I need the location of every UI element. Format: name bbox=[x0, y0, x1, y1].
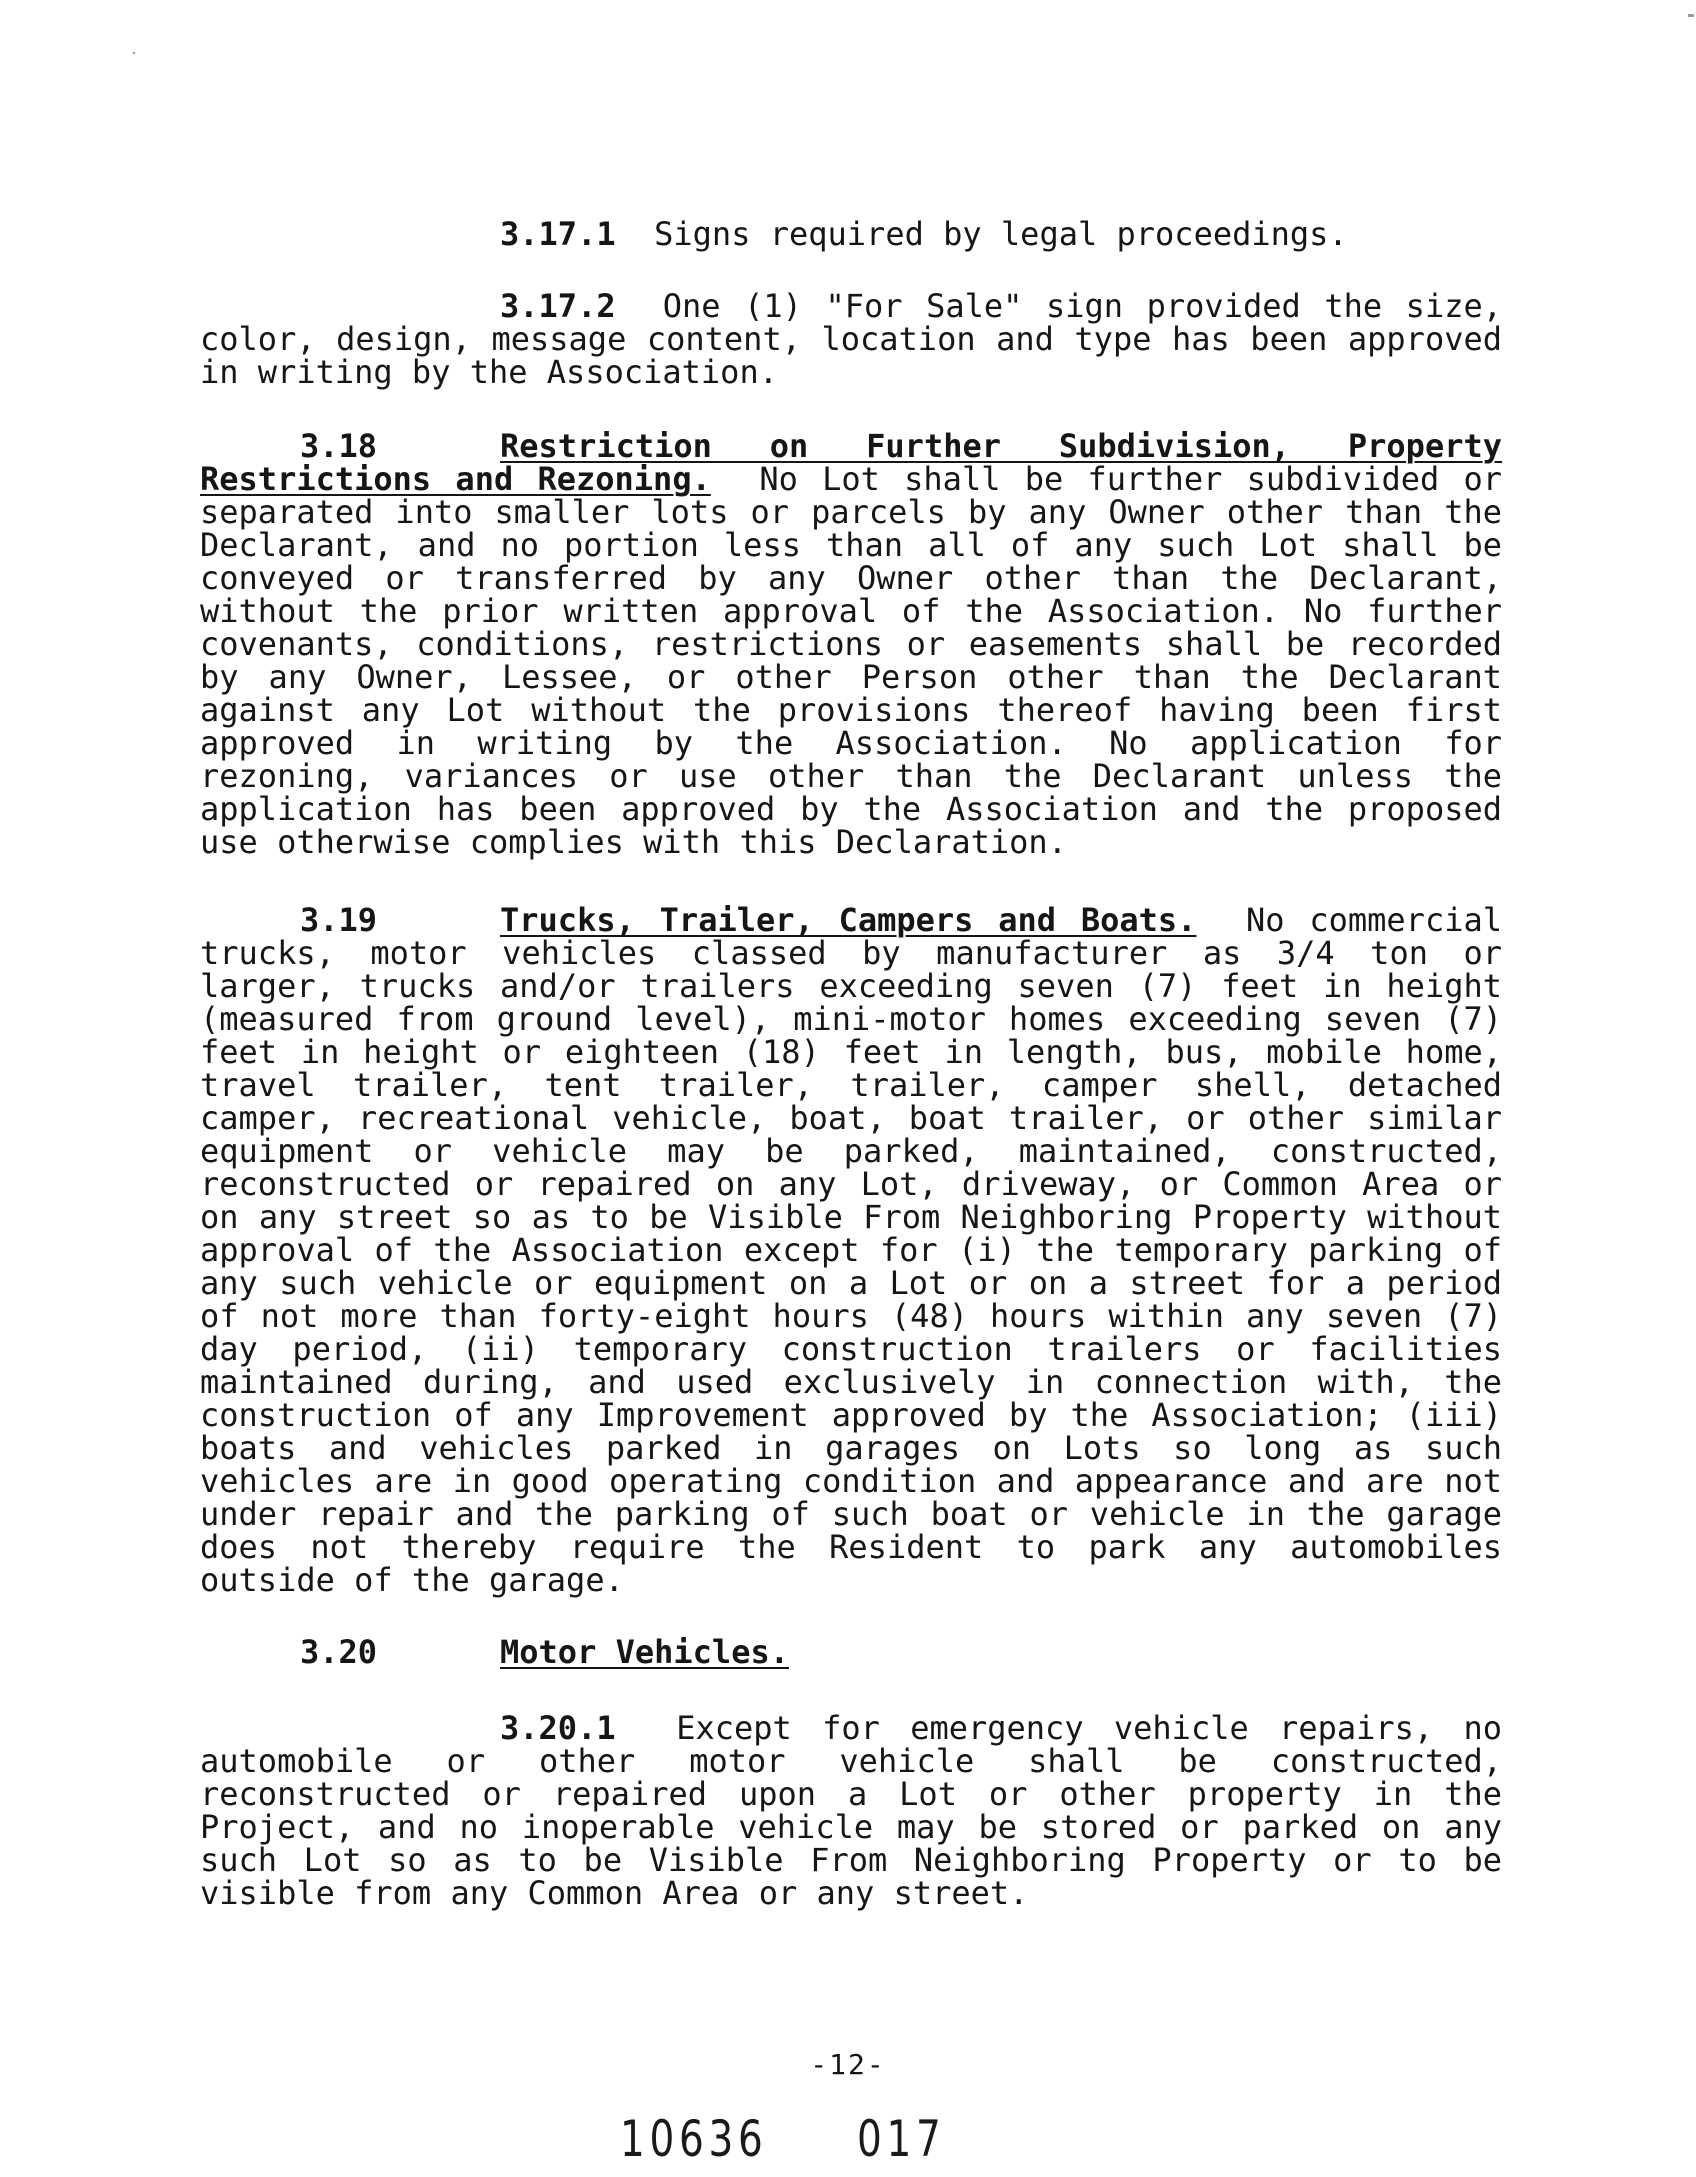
section-number: 3.20.1 bbox=[500, 1709, 616, 1747]
section-text: Except for emergency vehicle repairs, no automobile or other motor vehicle shall be constructed, reconstructed or repaired upon a Lot or other property in the Project, and no inoperable vehicle may be stored or parked on any such Lot so as to be Visible From Neighboring Property or to be visible from any Common Area or any street. bbox=[200, 1709, 1503, 1912]
section-text: One (1) "For Sale" sign provided the size, color, design, message content, location and type has been approved in writing by the Association. bbox=[200, 287, 1503, 391]
section-3-18 bbox=[200, 427, 1503, 861]
section-3-17-1 bbox=[200, 215, 1502, 253]
section-heading: Restriction on Further Subdivision, Property Restrictions and Rezoning. bbox=[200, 427, 1502, 498]
scan-speck bbox=[133, 52, 135, 54]
section-3-19 bbox=[200, 901, 1502, 1599]
recording-stamp-page: 017 bbox=[857, 2110, 946, 2168]
section-number: 3.19 bbox=[300, 901, 378, 939]
scan-speck bbox=[1688, 14, 1694, 17]
section-3-20-1 bbox=[200, 1709, 1503, 1912]
section-number: 3.18 bbox=[300, 427, 378, 465]
section-heading: Trucks, Trailer, Campers and Boats. bbox=[500, 901, 1197, 939]
section-text: Signs required by legal proceedings. bbox=[654, 215, 1348, 253]
section-number: 3.17.2 bbox=[500, 287, 616, 325]
section-text: No Lot shall be further subdivided or separated into smaller lots or parcels by any Owner other than the Declarant, and no portion less than all of any such Lot shall be conveyed or transferred by any Owner other than the Declarant, without the prior written approval of the Association. No further covenants, conditions, restrictions or easements shall be recorded by any Owner, Lessee, or other Person other than the Declarant against any Lot without the provisions thereof having been first approved in writing by the Association. No application for rezoning, variances or use other than the Declarant unless the application has been approved by the Association and the proposed use otherwise complies with this Declaration. bbox=[200, 460, 1503, 861]
section-heading: Motor Vehicles. bbox=[500, 1633, 789, 1671]
section-3-17-2 bbox=[200, 287, 1503, 391]
section-number: 3.17.1 bbox=[500, 215, 616, 253]
page-number: -12- bbox=[810, 2048, 886, 2081]
section-text: No commercial trucks, motor vehicles classed by manufacturer as 3/4 ton or larger, trucks and/or trailers exceeding seven (7) feet in height (measured from ground level), mini-motor homes exceeding seven (7) feet in height or eighteen (18) feet in length, bus, mobile home, travel trailer, tent trailer, trailer, camper shell, detached camper, recreational vehicle, boat, boat trailer, or other similar equipment or vehicle may be parked, maintained, constructed, reconstructed or repaired on any Lot, driveway, or Common Area or on any street so as to be Visible From Neighboring Property without approval of the Association except for (i) the temporary parking of any such vehicle or equipment on a Lot or on a street for a period of not more than forty-eight hours (48) hours within any seven (7) day period, (ii) temporary construction trailers or facilities maintained during, and used exclusively in connection with, the construction of any Improvement approved by the Association; (iii) boats and vehicles parked in garages on Lots so long as such vehicles are in good operating condition and appearance and are not under repair and the parking of such boat or vehicle in the garage does not thereby require the Resident to park any automobiles outside of the garage. bbox=[200, 901, 1502, 1599]
recording-stamp-book: 10636 bbox=[620, 2110, 768, 2168]
section-number: 3.20 bbox=[300, 1633, 378, 1671]
section-3-20 bbox=[200, 1633, 1502, 1671]
